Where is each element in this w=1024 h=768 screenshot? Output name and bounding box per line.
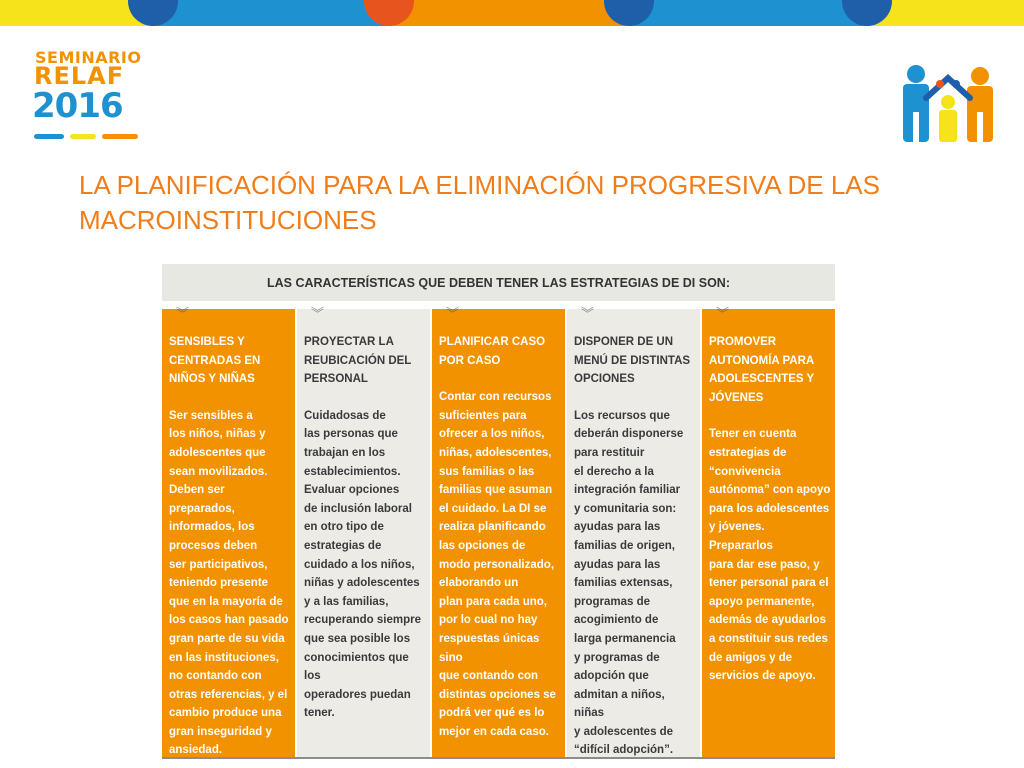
table-bottom-rule [162, 757, 835, 759]
chevron-down-icon: ︾ [311, 306, 325, 321]
column-promover [702, 306, 835, 757]
chevron-down-icon: ︾ [716, 306, 730, 321]
column-planificar [432, 306, 565, 757]
chevron-down-icon: ︾ [446, 306, 460, 321]
column-heading: SENSIBLES Y CENTRADAS EN NIÑOS Y NIÑAS [169, 336, 261, 386]
logo-line-year: 2016 [32, 86, 123, 126]
page-title: LA PLANIFICACIÓN PARA LA ELIMINACIÓN PROGRESIVA DE LAS MACROINSTITUCIONES [79, 170, 880, 235]
column-body: Ser sensibles a los niños, niñas y adolescentes que sean movilizados. Deben ser preparados, informados, los procesos deben ser participativos, teniendo presente que en la mayoría de los casos han pasado gran parte de su vida en las instituciones, no contando con otras referencias, y el cambio produce una gran inseguridad y ansiedad. [169, 409, 289, 757]
column-body: Tener en cuenta estrategias de “convivencia autónoma” con apoyo para los adolescentes y jóvenes. Prepararlos para dar ese paso, y tener personal para el apoyo permanente, además de ayudarlos a constituir sus redes de amigos y de servicios de apoyo. [709, 428, 831, 683]
logo-line-relaf: RELAF [34, 62, 125, 90]
column-body: Los recursos que deberán disponerse para restituir el derecho a la integración familiar y comunitaria son: ayudas para las familias de origen, ayudas para las familias extensas, programas de acogimiento de larga permanencia y programas de adopción que admitan a niños, niñas y adolescentes de “difícil adopción”. [574, 409, 684, 757]
column-sensibles [162, 306, 295, 757]
family-logo-icon [898, 64, 998, 144]
column-disponer [567, 306, 700, 757]
column-body: Contar con recursos suficientes para ofrecer a los niños, niñas, adolescentes, sus familias o las familias que asuman el cuidado. La DI se realiza planificando las opciones de modo personalizado, elaborando un plan para cada uno, por lo cual no hay respuestas únicas sino que contando con distintas opciones se podrá ver qué es lo mejor en cada caso. [439, 391, 556, 738]
column-heading: PLANIFICAR CASO POR CASO [439, 336, 546, 367]
chevron-down-icon: ︾ [581, 306, 595, 321]
column-heading: PROYECTAR LA REUBICACIÓN DEL PERSONAL [304, 336, 412, 386]
column-proyectar [297, 306, 430, 757]
column-body: Cuidadosas de las personas que trabajan en los establecimientos. Evaluar opciones de inclusión laboral en otro tipo de estrategias de cuidado a los niños, niñas y adolescentes y a las familias, recuperando siempre que sea posible los conocimientos que los operadores puedan tener. [304, 409, 421, 720]
strategies-table [162, 264, 835, 758]
chevron-down-icon: ︾ [176, 306, 190, 321]
column-heading: DISPONER DE UN MENÚ DE DISTINTAS OPCIONES [574, 336, 691, 386]
top-color-band [0, 0, 1024, 26]
column-heading: PROMOVER AUTONOMÍA PARA ADOLESCENTES Y JÓVENES [709, 336, 815, 404]
seminario-relaf-logo [30, 48, 142, 144]
table-header: LAS CARACTERÍSTICAS QUE DEBEN TENER LAS ESTRATEGIAS DE DI SON: [162, 264, 835, 301]
logo-line-seminario: SEMINARIO [35, 48, 142, 67]
